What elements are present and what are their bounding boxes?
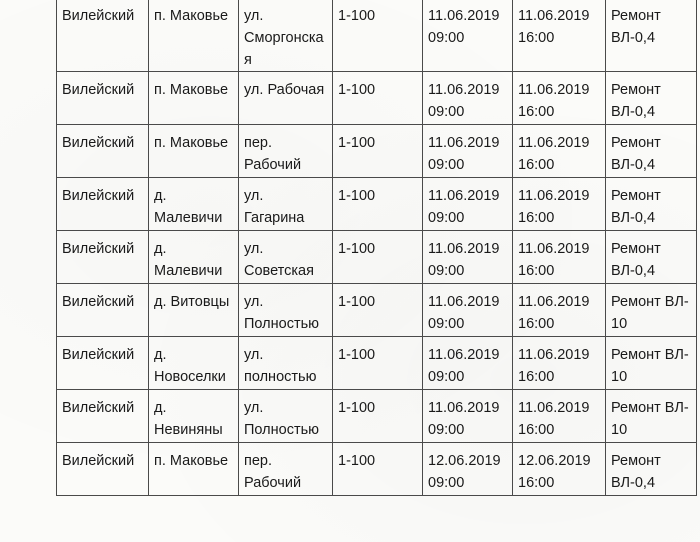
cell-text: 11.06.2019 09:00 xyxy=(428,400,500,438)
table-row xyxy=(57,390,697,443)
cell-text: ул. Сморгонска я xyxy=(244,8,324,68)
start-datetime-cell xyxy=(423,337,513,390)
cell-text: Ремонт ВЛ- 10 xyxy=(611,400,689,438)
cell-text: д. Невиняны xyxy=(154,400,223,438)
cell-text: ул. Рабочая xyxy=(244,82,325,98)
work-type-cell xyxy=(606,178,697,231)
cell-text: 1-100 xyxy=(338,135,376,151)
settlement-cell xyxy=(149,72,239,125)
cell-text: Вилейский xyxy=(62,453,135,469)
cell-text: Ремонт ВЛ-0,4 xyxy=(611,241,661,279)
end-datetime-cell xyxy=(513,125,606,178)
end-datetime-cell xyxy=(513,390,606,443)
cell-text: 11.06.2019 16:00 xyxy=(518,400,590,438)
street-cell xyxy=(239,443,333,496)
cell-text: Вилейский xyxy=(62,188,135,204)
cell-text: пер. Рабочий xyxy=(244,135,302,173)
start-datetime-cell xyxy=(423,231,513,284)
work-type-cell xyxy=(606,284,697,337)
cell-text: Вилейский xyxy=(62,241,135,257)
cell-text: п. Маковье xyxy=(154,453,229,469)
cell-text: 11.06.2019 09:00 xyxy=(428,135,500,173)
cell-text: 1-100 xyxy=(338,294,376,310)
cell-text: пер. Рабочий xyxy=(244,453,302,491)
settlement-cell xyxy=(149,443,239,496)
district-cell xyxy=(57,284,149,337)
district-cell xyxy=(57,178,149,231)
cell-text: п. Маковье xyxy=(154,82,229,98)
cell-text: Ремонт ВЛ-0,4 xyxy=(611,453,661,491)
house-range-cell xyxy=(333,337,423,390)
settlement-cell xyxy=(149,337,239,390)
cell-text: 11.06.2019 16:00 xyxy=(518,347,590,385)
work-type-cell xyxy=(606,231,697,284)
cell-text: ул. Советская xyxy=(244,241,314,279)
cell-text: 11.06.2019 16:00 xyxy=(518,294,590,332)
table-row xyxy=(57,178,697,231)
end-datetime-cell xyxy=(513,0,606,72)
cell-text: Вилейский xyxy=(62,8,135,24)
cell-text: 1-100 xyxy=(338,400,376,416)
table-row xyxy=(57,125,697,178)
cell-text: 12.06.2019 16:00 xyxy=(518,453,591,491)
street-cell xyxy=(239,390,333,443)
cell-text: ул. Полностью xyxy=(244,400,320,438)
cell-text: 11.06.2019 09:00 xyxy=(428,188,500,226)
street-cell xyxy=(239,72,333,125)
end-datetime-cell xyxy=(513,72,606,125)
table-row xyxy=(57,72,697,125)
cell-text: 11.06.2019 16:00 xyxy=(518,8,590,46)
cell-text: Ремонт ВЛ-0,4 xyxy=(611,188,661,226)
cell-text: 1-100 xyxy=(338,8,376,24)
cell-text: 12.06.2019 09:00 xyxy=(428,453,501,491)
cell-text: п. Маковье xyxy=(154,8,229,24)
district-cell xyxy=(57,72,149,125)
table-row xyxy=(57,337,697,390)
end-datetime-cell xyxy=(513,443,606,496)
end-datetime-cell xyxy=(513,284,606,337)
house-range-cell xyxy=(333,0,423,72)
settlement-cell xyxy=(149,390,239,443)
cell-text: 11.06.2019 16:00 xyxy=(518,241,590,279)
cell-text: ул. Гагарина xyxy=(244,188,305,226)
cell-text: 11.06.2019 09:00 xyxy=(428,82,500,120)
cell-text: Вилейский xyxy=(62,400,135,416)
house-range-cell xyxy=(333,390,423,443)
cell-text: Ремонт ВЛ-0,4 xyxy=(611,8,661,46)
cell-text: Ремонт ВЛ- 10 xyxy=(611,294,689,332)
cell-text: 1-100 xyxy=(338,453,376,469)
street-cell xyxy=(239,284,333,337)
work-type-cell xyxy=(606,0,697,72)
end-datetime-cell xyxy=(513,231,606,284)
table-row xyxy=(57,0,697,72)
cell-text: ул. Полностью xyxy=(244,294,320,332)
cell-text: Ремонт ВЛ-0,4 xyxy=(611,135,661,173)
street-cell xyxy=(239,0,333,72)
house-range-cell xyxy=(333,178,423,231)
cell-text: 11.06.2019 16:00 xyxy=(518,188,590,226)
settlement-cell xyxy=(149,231,239,284)
cell-text: 11.06.2019 16:00 xyxy=(518,135,590,173)
page-margin xyxy=(0,492,700,542)
district-cell xyxy=(57,231,149,284)
cell-text: 1-100 xyxy=(338,82,376,98)
table-row xyxy=(57,231,697,284)
cell-text: 11.06.2019 16:00 xyxy=(518,82,590,120)
start-datetime-cell xyxy=(423,284,513,337)
work-type-cell xyxy=(606,72,697,125)
street-cell xyxy=(239,178,333,231)
house-range-cell xyxy=(333,125,423,178)
cell-text: д. Новоселки xyxy=(154,347,226,385)
end-datetime-cell xyxy=(513,337,606,390)
cell-text: д. Витовцы xyxy=(154,294,230,310)
work-type-cell xyxy=(606,125,697,178)
settlement-cell xyxy=(149,284,239,337)
cell-text: Ремонт ВЛ- 10 xyxy=(611,347,689,385)
table-row xyxy=(57,443,697,496)
house-range-cell xyxy=(333,284,423,337)
table-row xyxy=(57,284,697,337)
start-datetime-cell xyxy=(423,125,513,178)
cell-text: Вилейский xyxy=(62,135,135,151)
start-datetime-cell xyxy=(423,443,513,496)
start-datetime-cell xyxy=(423,0,513,72)
cell-text: ул. полностью xyxy=(244,347,317,385)
district-cell xyxy=(57,443,149,496)
cell-text: 11.06.2019 09:00 xyxy=(428,241,500,279)
end-datetime-cell xyxy=(513,178,606,231)
cell-text: 1-100 xyxy=(338,241,376,257)
cell-text: Вилейский xyxy=(62,347,135,363)
district-cell xyxy=(57,0,149,72)
cell-text: 1-100 xyxy=(338,347,376,363)
cell-text: 11.06.2019 09:00 xyxy=(428,8,500,46)
house-range-cell xyxy=(333,231,423,284)
settlement-cell xyxy=(149,178,239,231)
cell-text: Ремонт ВЛ-0,4 xyxy=(611,82,661,120)
work-type-cell xyxy=(606,390,697,443)
district-cell xyxy=(57,337,149,390)
settlement-cell xyxy=(149,0,239,72)
start-datetime-cell xyxy=(423,390,513,443)
work-type-cell xyxy=(606,337,697,390)
table-body xyxy=(57,0,697,496)
cell-text: п. Маковье xyxy=(154,135,229,151)
district-cell xyxy=(57,390,149,443)
house-range-cell xyxy=(333,443,423,496)
district-cell xyxy=(57,125,149,178)
cell-text: д. Малевичи xyxy=(154,188,223,226)
house-range-cell xyxy=(333,72,423,125)
street-cell xyxy=(239,125,333,178)
street-cell xyxy=(239,231,333,284)
cell-text: д. Малевичи xyxy=(154,241,223,279)
start-datetime-cell xyxy=(423,72,513,125)
cell-text: 11.06.2019 09:00 xyxy=(428,347,500,385)
work-type-cell xyxy=(606,443,697,496)
cell-text: 1-100 xyxy=(338,188,376,204)
cell-text: Вилейский xyxy=(62,82,135,98)
cell-text: Вилейский xyxy=(62,294,135,310)
street-cell xyxy=(239,337,333,390)
start-datetime-cell xyxy=(423,178,513,231)
outage-schedule-table xyxy=(56,0,697,496)
cell-text: 11.06.2019 09:00 xyxy=(428,294,500,332)
settlement-cell xyxy=(149,125,239,178)
